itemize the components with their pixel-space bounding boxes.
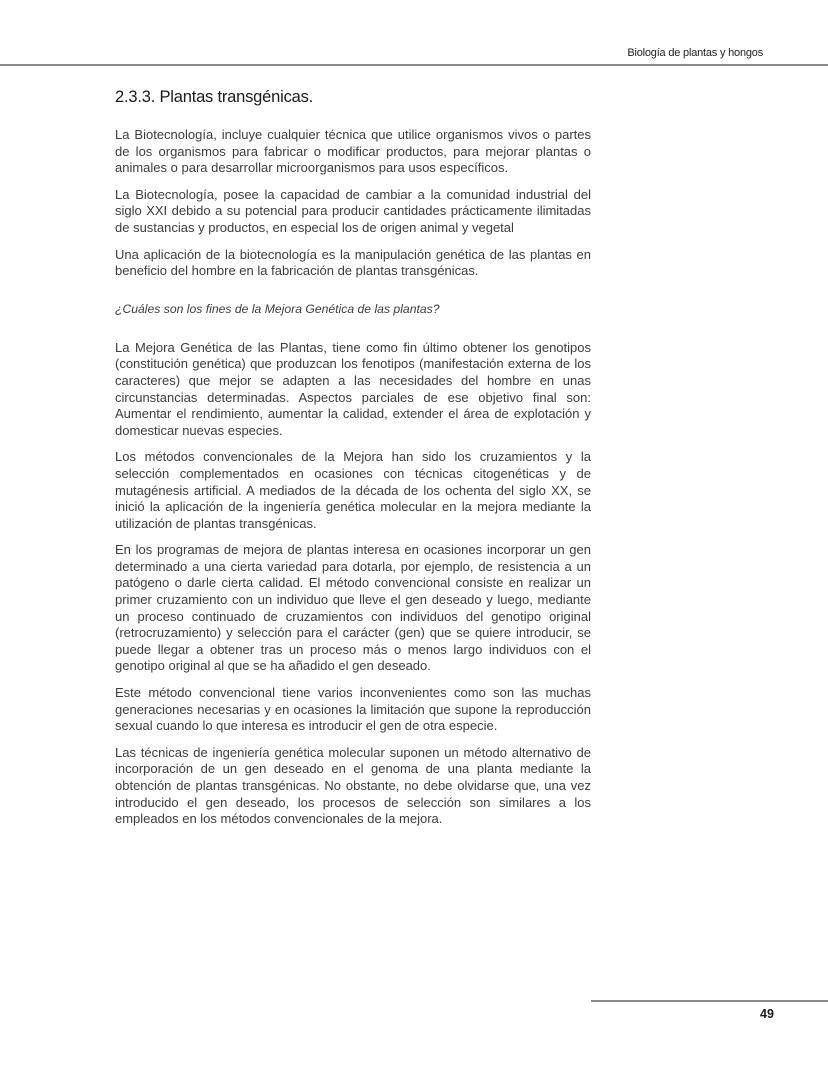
page-content [115, 88, 591, 838]
subheading-question: ¿Cuáles son los fines de la Mejora Genética de las plantas? [115, 301, 440, 316]
paragraph: La Mejora Genética de las Plantas, tiene como fin último obtener los genotipos (constitución genética) que produzcan los fenotipos (manifestación externa de los caracteres) que mejor se adapten a las necesidades del hombre en unas circunstancias determinadas. Aspectos parciales de ese objetivo final son: Aumentar el rendimiento, aumentar la calidad, extender el área de explotación y domesticar nuevas especies. [115, 339, 591, 438]
paragraph: La Biotecnología, posee la capacidad de cambiar a la comunidad industrial del siglo XXI debido a su potencial para producir cantidades prácticamente ilimitadas de sustancias y productos, en especial los de origen animal y vegetal [115, 186, 591, 235]
paragraph: Los métodos convencionales de la Mejora han sido los cruzamientos y la selección complementados en ocasiones con técnicas citogenéticas y de mutagénesis artificial. A mediados de la década de los ochenta del siglo XX, se inició la aplicación de la ingeniería genética molecular en la mejora mediante la utilización de plantas transgénicas. [115, 449, 591, 531]
running-header: Biología de plantas y hongos [627, 47, 763, 59]
paragraph: Las técnicas de ingeniería genética molecular suponen un método alternativo de incorporación de un gen deseado en el genoma de una planta mediante la obtención de plantas transgénicas. No obstante, no debe olvidarse que, una vez introducido el gen deseado, los procesos de selección son similares a los empleados en los métodos convencionales de la mejora. [115, 744, 591, 827]
paragraph: La Biotecnología, incluye cualquier técnica que utilice organismos vivos o partes de los organismos para fabricar o modificar productos, para mejorar plantas o animales o para desarrollar microorganismos para usos específicos. [115, 127, 591, 176]
paragraph: Una aplicación de la biotecnología es la manipulación genética de las plantas en beneficio del hombre en la fabricación de plantas transgénicas. [115, 246, 591, 279]
header-rule [0, 64, 828, 66]
page-number: 49 [760, 1007, 774, 1021]
section-title: 2.3.3. Plantas transgénicas. [115, 88, 314, 106]
footer-rule [591, 1000, 828, 1002]
paragraph: Este método convencional tiene varios inconvenientes como son las muchas generaciones necesarias y en ocasiones la limitación que supone la reproducción sexual cuando lo que interesa es introducir el gen de otra especie. [115, 685, 591, 734]
paragraph: En los programas de mejora de plantas interesa en ocasiones incorporar un gen determinado a una cierta variedad para dotarla, por ejemplo, de resistencia a un patógeno o darle cierta calidad. El método convencional consiste en realizar un primer cruzamiento con un individuo que lleve el gen deseado y luego, mediante un proceso continuado de cruzamientos con individuos del genotipo original (retrocruzamiento) y selección para el carácter (gen) que se quiere introducir, se puede llegar a obtener tras un proceso más o menos largo individuos con el genotipo original al que se ha añadido el gen deseado. [115, 542, 591, 674]
